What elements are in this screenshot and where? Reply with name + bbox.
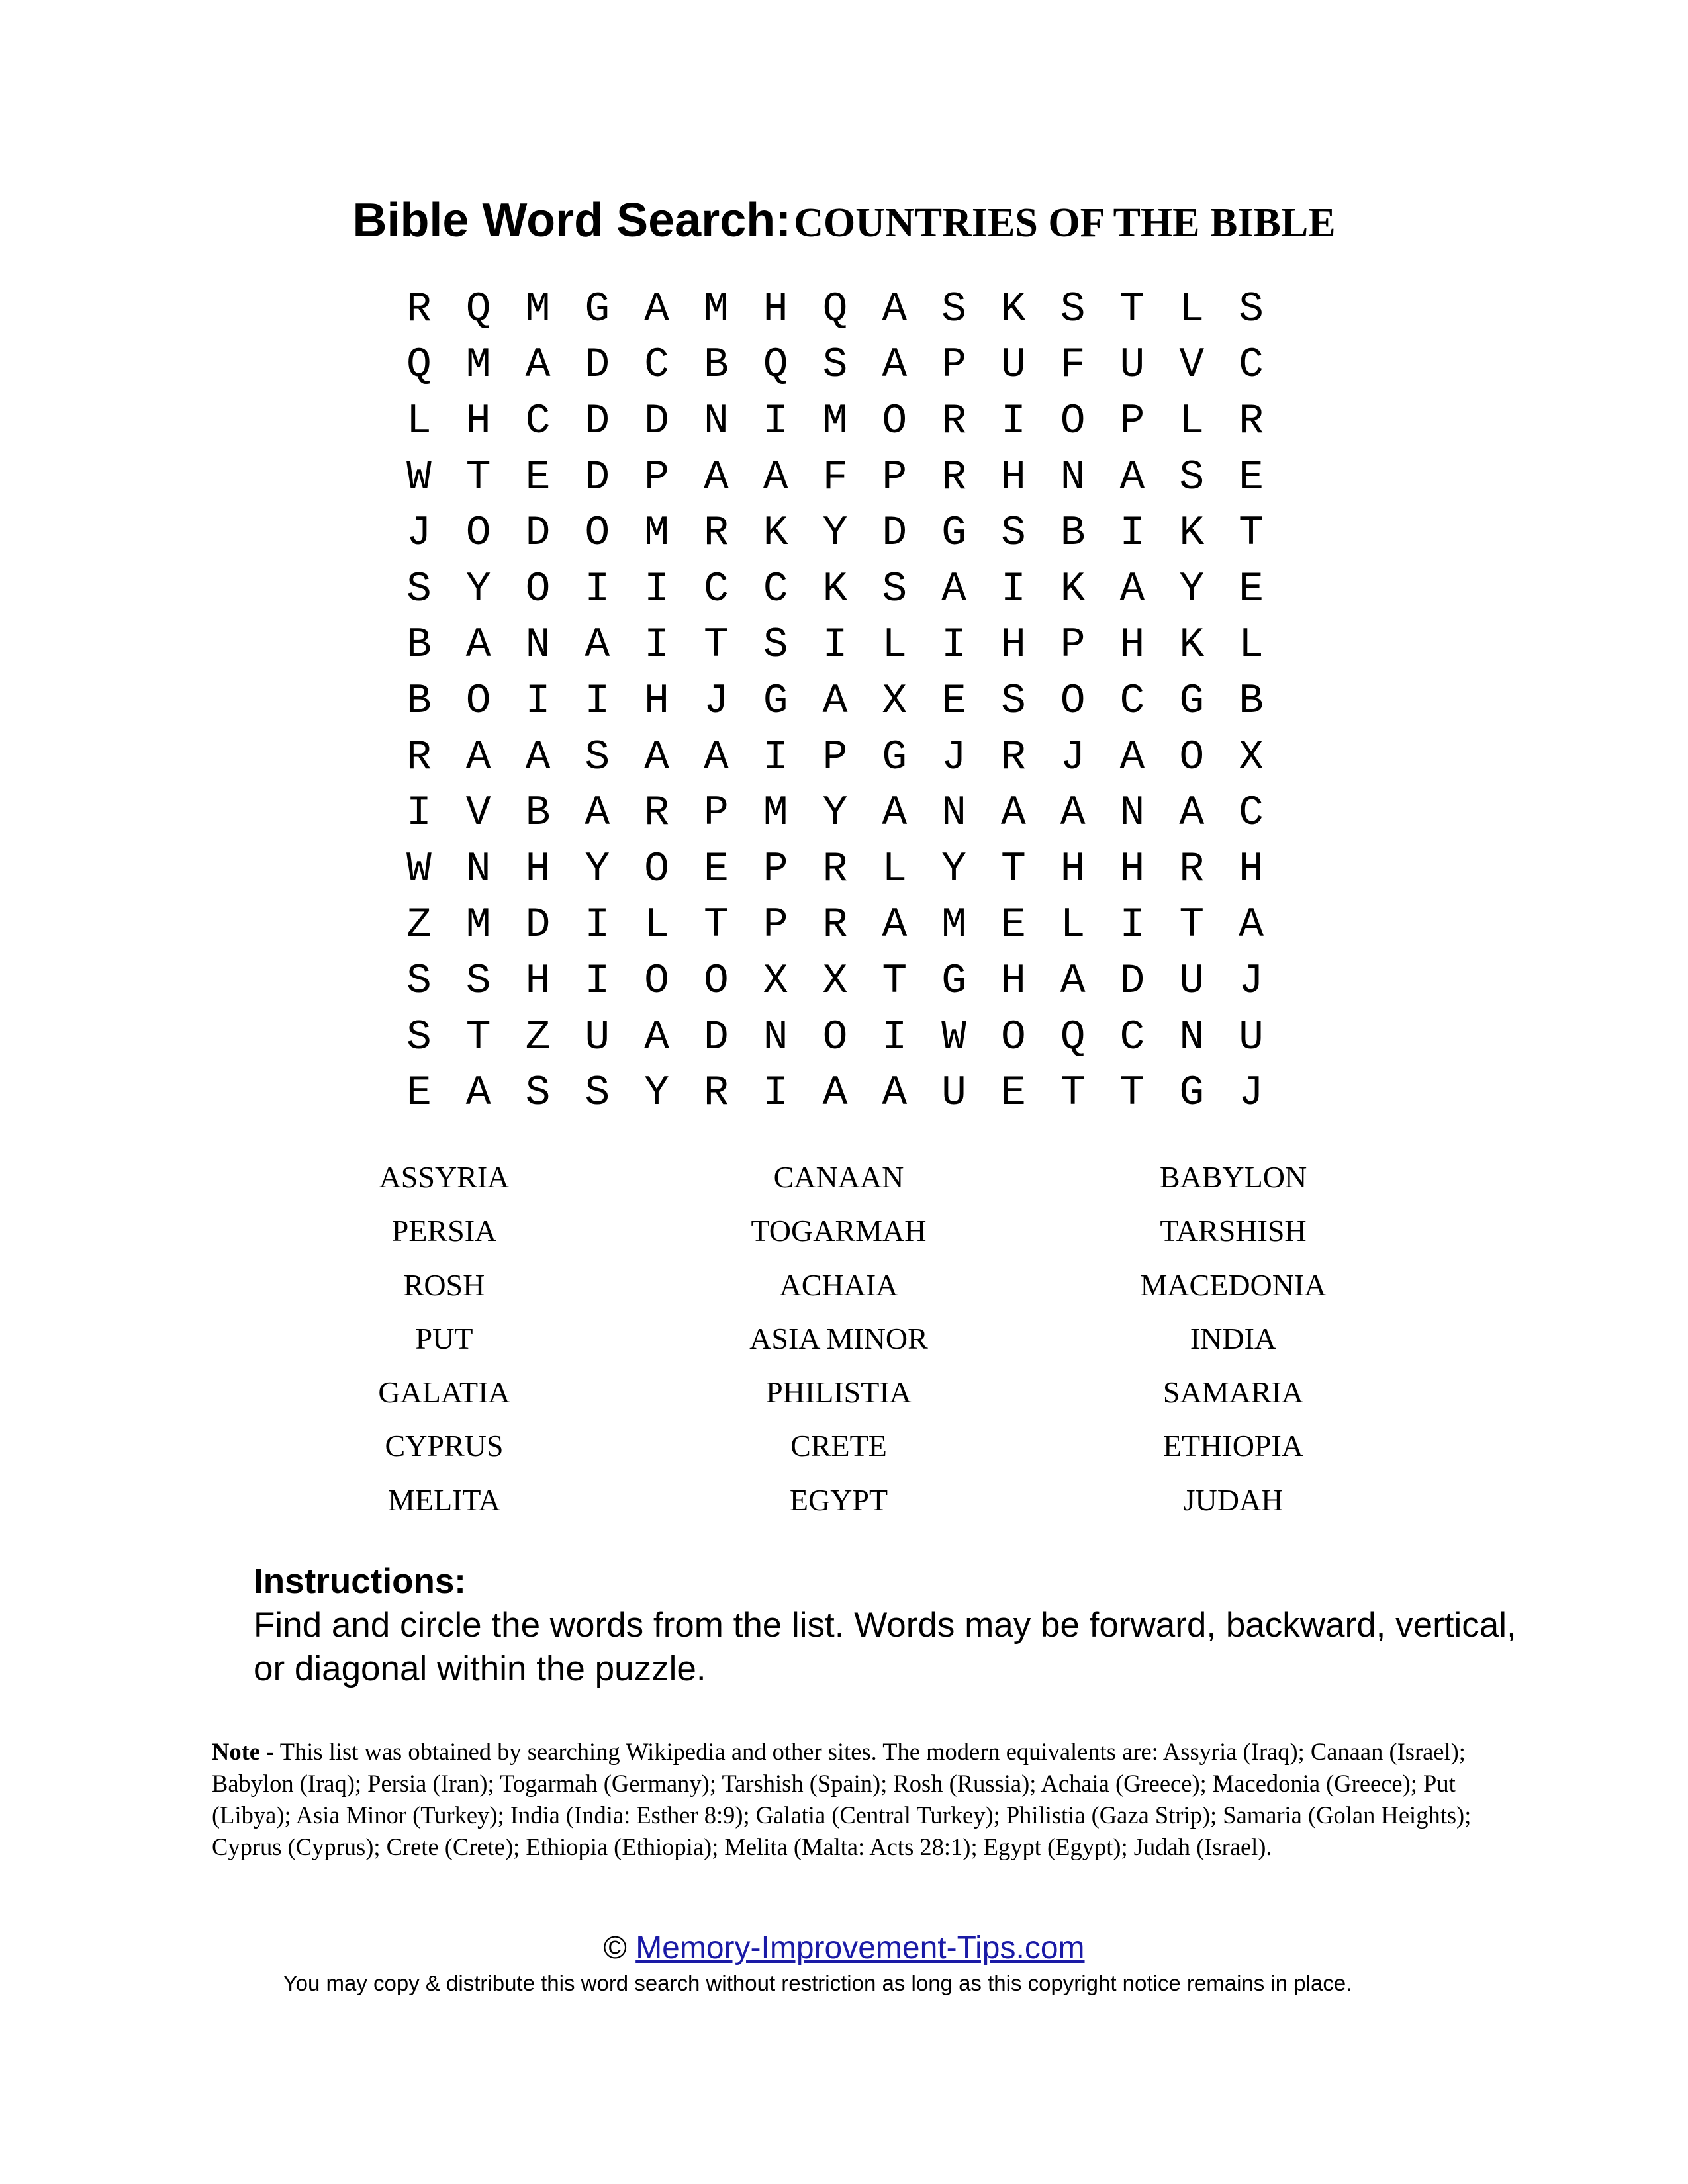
grid-row (389, 449, 1281, 506)
instructions (254, 1560, 1544, 1691)
grid-letter[interactable]: S (1000, 677, 1026, 725)
grid-letter[interactable]: H (525, 957, 551, 1005)
grid-letter[interactable]: D (585, 397, 610, 445)
grid-letter[interactable]: R (1179, 845, 1205, 893)
grid-letter[interactable]: D (882, 510, 908, 557)
grid-letter[interactable]: N (465, 845, 491, 893)
grid-letter[interactable]: M (763, 790, 788, 837)
grid-letter[interactable]: U (1000, 341, 1026, 389)
grid-letter[interactable]: Y (585, 845, 610, 893)
grid-letter[interactable]: E (525, 453, 551, 501)
grid-letter[interactable]: N (763, 1013, 788, 1061)
grid-row (389, 1009, 1281, 1066)
grid-letter[interactable]: Y (822, 510, 848, 557)
grid-letter[interactable]: L (1179, 285, 1205, 333)
grid-row (389, 897, 1281, 954)
grid-letter[interactable]: R (644, 790, 669, 837)
grid-letter[interactable]: A (882, 285, 908, 333)
grid-letter[interactable]: K (1179, 621, 1205, 669)
word-list-item: BABYLON (1159, 1160, 1307, 1194)
grid-letter[interactable]: R (406, 285, 432, 333)
grid-letter[interactable]: D (585, 341, 610, 389)
grid-letter[interactable]: M (703, 285, 729, 333)
grid-letter[interactable]: G (1179, 677, 1205, 725)
grid-letter[interactable]: Q (465, 285, 491, 333)
grid-letter[interactable]: R (822, 901, 848, 949)
grid-row (389, 673, 1281, 729)
grid-letter[interactable]: A (1239, 901, 1264, 949)
grid-letter[interactable]: I (585, 957, 610, 1005)
grid-letter[interactable]: O (465, 510, 491, 557)
grid-letter[interactable]: A (882, 790, 908, 837)
grid-letter[interactable]: S (465, 957, 491, 1005)
grid-letter[interactable]: I (406, 790, 432, 837)
website-link[interactable]: Memory-Improvement-Tips.com (635, 1931, 1085, 1966)
grid-letter[interactable]: T (1000, 845, 1026, 893)
grid-letter[interactable]: S (1000, 510, 1026, 557)
grid-letter[interactable]: A (465, 733, 491, 781)
grid-letter[interactable]: T (1119, 285, 1145, 333)
grid-letter[interactable]: I (585, 677, 610, 725)
grid-letter[interactable]: O (822, 1013, 848, 1061)
word-list-row (0, 1312, 1688, 1365)
word-list-item: CANAAN (773, 1160, 904, 1194)
grid-letter[interactable]: X (882, 677, 908, 725)
grid-letter[interactable]: A (703, 733, 729, 781)
grid-letter[interactable]: A (644, 285, 669, 333)
grid-letter[interactable]: T (1239, 510, 1264, 557)
word-list-item: GALATIA (378, 1375, 510, 1410)
grid-letter[interactable]: S (941, 285, 966, 333)
grid-row (389, 281, 1281, 338)
grid-letter[interactable]: Y (644, 1069, 669, 1117)
note-text: This list was obtained by searching Wikipedia and other sites. The modern equivalents are: Assyria (Iraq); Canaan (Israel); Babylon (Iraq); Persia (Iran); Togarmah (Germany); Tarshish (Spain); Rosh (Russia); Achaia (Greece); Macedonia (Greece); Put (Libya); Asia Minor (Turkey); India (India: Esther 8:9); Galatia (Central Turkey); Philistia (Gaza Strip); Samaria (Golan Heights); Cyprus (Cyprus); Crete (Crete); Ethiopia (Ethiopia); Melita (Malta: Acts 28:1); Egypt (Egypt); Judah (Israel). (212, 1738, 1472, 1860)
grid-letter[interactable]: C (1239, 790, 1264, 837)
grid-letter[interactable]: N (941, 790, 966, 837)
grid-letter[interactable]: I (644, 621, 669, 669)
grid-letter[interactable]: X (1239, 733, 1264, 781)
grid-letter[interactable]: N (1060, 453, 1086, 501)
grid-letter[interactable]: E (1000, 901, 1026, 949)
grid-letter[interactable]: T (882, 957, 908, 1005)
grid-letter[interactable]: S (406, 1013, 432, 1061)
word-list-row (0, 1419, 1688, 1473)
grid-letter[interactable]: N (1119, 790, 1145, 837)
grid-letter[interactable]: H (1000, 957, 1026, 1005)
word-list-item: ASSYRIA (379, 1160, 510, 1194)
word-list-item: CYPRUS (385, 1429, 504, 1463)
grid-letter[interactable]: K (1000, 285, 1026, 333)
grid-letter[interactable]: I (1000, 397, 1026, 445)
grid-letter[interactable]: C (525, 397, 551, 445)
grid-letter[interactable]: M (465, 901, 491, 949)
grid-letter[interactable]: H (1119, 845, 1145, 893)
grid-letter[interactable]: Q (822, 285, 848, 333)
grid-letter[interactable]: O (585, 510, 610, 557)
grid-letter[interactable]: A (941, 565, 966, 613)
grid-letter[interactable]: T (1060, 1069, 1086, 1117)
grid-letter[interactable]: P (941, 341, 966, 389)
grid-letter[interactable]: E (1239, 453, 1264, 501)
word-list-item: ACHAIA (779, 1267, 898, 1302)
grid-letter[interactable]: N (1179, 1013, 1205, 1061)
grid-letter[interactable]: O (882, 397, 908, 445)
instructions-heading: Instructions: (254, 1562, 466, 1601)
grid-letter[interactable]: H (465, 397, 491, 445)
grid-letter[interactable]: W (941, 1013, 966, 1061)
grid-letter[interactable]: A (644, 733, 669, 781)
grid-letter[interactable]: O (1060, 677, 1086, 725)
title-main: Bible Word Search: (352, 194, 792, 247)
grid-letter[interactable]: M (941, 901, 966, 949)
grid-letter[interactable]: H (1239, 845, 1264, 893)
grid-letter[interactable]: L (882, 845, 908, 893)
grid-letter[interactable]: L (1239, 621, 1264, 669)
grid-letter[interactable]: T (703, 901, 729, 949)
grid-letter[interactable]: B (406, 677, 432, 725)
grid-letter[interactable]: U (1119, 341, 1145, 389)
grid-letter[interactable]: Q (406, 341, 432, 389)
grid-letter[interactable]: H (1000, 621, 1026, 669)
grid-letter[interactable]: M (525, 285, 551, 333)
grid-letter[interactable]: O (465, 677, 491, 725)
license-notice: You may copy & distribute this word search without restriction as long as this copyright notice remains in place. (283, 1971, 1352, 1995)
note (212, 1736, 1483, 1863)
grid-letter[interactable]: O (703, 957, 729, 1005)
copyright-line (0, 1927, 1688, 1970)
grid-letter[interactable]: X (763, 957, 788, 1005)
grid-letter[interactable]: A (1060, 790, 1086, 837)
word-list-item: CRETE (790, 1429, 887, 1463)
grid-letter[interactable]: Q (1060, 1013, 1086, 1061)
grid-letter[interactable]: S (1060, 285, 1086, 333)
grid-letter[interactable]: R (703, 1069, 729, 1117)
word-list-row (0, 1473, 1688, 1527)
word-list (0, 1150, 1688, 1527)
page-title (0, 193, 1688, 248)
word-list-row (0, 1258, 1688, 1312)
grid-letter[interactable]: I (1119, 901, 1145, 949)
grid-letter[interactable]: A (465, 1069, 491, 1117)
grid-letter[interactable]: A (822, 677, 848, 725)
grid-letter[interactable]: K (1179, 510, 1205, 557)
grid-letter[interactable]: N (703, 397, 729, 445)
grid-letter[interactable]: A (822, 1069, 848, 1117)
grid-letter[interactable]: A (1119, 733, 1145, 781)
grid-letter[interactable]: M (644, 510, 669, 557)
word-list-item: JUDAH (1183, 1482, 1284, 1517)
grid-letter[interactable]: A (1119, 565, 1145, 613)
grid-letter[interactable]: H (763, 285, 788, 333)
grid-letter[interactable]: S (585, 1069, 610, 1117)
word-list-item: INDIA (1190, 1321, 1277, 1355)
grid-letter[interactable]: I (1119, 510, 1145, 557)
word-list-item: TOGARMAH (751, 1214, 927, 1248)
grid-letter[interactable]: O (644, 957, 669, 1005)
grid-letter[interactable]: S (1239, 285, 1264, 333)
grid-letter[interactable]: D (644, 397, 669, 445)
word-list-item: SAMARIA (1162, 1375, 1304, 1410)
grid-row (389, 841, 1281, 897)
instructions-body: Find and circle the words from the list. Words may be forward, backward, vertical, or diagonal within the puzzle. (254, 1606, 1517, 1688)
grid-letter[interactable]: R (822, 845, 848, 893)
grid-letter[interactable]: R (941, 453, 966, 501)
grid-letter[interactable]: P (882, 453, 908, 501)
grid-letter[interactable]: S (406, 565, 432, 613)
grid-letter[interactable]: J (1060, 733, 1086, 781)
grid-letter[interactable]: I (822, 621, 848, 669)
grid-letter[interactable]: P (1060, 621, 1086, 669)
grid-letter[interactable]: U (941, 1069, 966, 1117)
grid-letter[interactable]: D (585, 453, 610, 501)
grid-letter[interactable]: D (1119, 957, 1145, 1005)
grid-letter[interactable]: O (525, 565, 551, 613)
grid-letter[interactable]: A (644, 1013, 669, 1061)
grid-letter[interactable]: L (882, 621, 908, 669)
grid-letter[interactable]: A (1119, 453, 1145, 501)
grid-letter[interactable]: I (585, 901, 610, 949)
grid-letter[interactable]: L (644, 901, 669, 949)
grid-letter[interactable]: A (703, 453, 729, 501)
grid-letter[interactable]: H (1060, 845, 1086, 893)
grid-letter[interactable]: R (406, 733, 432, 781)
grid-letter[interactable]: J (941, 733, 966, 781)
grid-letter[interactable]: A (763, 453, 788, 501)
word-list-item: TARSHISH (1160, 1214, 1307, 1248)
grid-letter[interactable]: C (644, 341, 669, 389)
word-list-row (0, 1365, 1688, 1419)
grid-row (389, 561, 1281, 617)
grid-letter[interactable]: I (941, 621, 966, 669)
grid-letter[interactable]: J (703, 677, 729, 725)
grid-letter[interactable]: C (703, 565, 729, 613)
grid-letter[interactable]: F (1060, 341, 1086, 389)
word-list-item: PHILISTIA (766, 1375, 912, 1410)
grid-letter[interactable]: E (703, 845, 729, 893)
grid-letter[interactable]: C (1119, 677, 1145, 725)
grid-letter[interactable]: F (822, 453, 848, 501)
grid-letter[interactable]: E (406, 1069, 432, 1117)
grid-letter[interactable]: B (1239, 677, 1264, 725)
grid-letter[interactable]: A (465, 621, 491, 669)
word-list-item: ETHIOPIA (1162, 1429, 1304, 1463)
grid-letter[interactable]: G (882, 733, 908, 781)
grid-letter[interactable]: D (703, 1013, 729, 1061)
grid-letter[interactable]: J (1239, 1069, 1264, 1117)
grid-letter[interactable]: P (763, 845, 788, 893)
grid-letter[interactable]: I (1000, 565, 1026, 613)
grid-letter[interactable]: B (1060, 510, 1086, 557)
grid-letter[interactable]: J (406, 510, 432, 557)
grid-row (389, 1065, 1281, 1121)
word-list-item: ROSH (403, 1267, 485, 1302)
grid-letter[interactable]: E (941, 677, 966, 725)
grid-letter[interactable]: Y (822, 790, 848, 837)
grid-letter[interactable]: Y (1179, 565, 1205, 613)
word-list-item: PUT (415, 1321, 473, 1355)
grid-letter[interactable]: S (585, 733, 610, 781)
grid-letter[interactable]: P (763, 901, 788, 949)
grid-letter[interactable]: L (406, 397, 432, 445)
grid-letter[interactable]: D (525, 901, 551, 949)
grid-letter[interactable]: L (1179, 397, 1205, 445)
grid-letter[interactable]: I (763, 397, 788, 445)
grid-letter[interactable]: G (941, 957, 966, 1005)
word-list-item: PERSIA (391, 1214, 497, 1248)
grid-letter[interactable]: S (822, 341, 848, 389)
grid-letter[interactable]: Z (525, 1013, 551, 1061)
grid-letter[interactable]: K (763, 510, 788, 557)
grid-letter[interactable]: I (525, 677, 551, 725)
grid-letter[interactable]: A (585, 790, 610, 837)
grid-letter[interactable]: O (1000, 1013, 1026, 1061)
grid-letter[interactable]: P (1119, 397, 1145, 445)
grid-letter[interactable]: V (1179, 341, 1205, 389)
grid-letter[interactable]: Y (465, 565, 491, 613)
grid-letter[interactable]: Q (763, 341, 788, 389)
grid-letter[interactable]: L (1060, 901, 1086, 949)
grid-letter[interactable]: P (822, 733, 848, 781)
grid-letter[interactable]: M (465, 341, 491, 389)
grid-letter[interactable]: E (1000, 1069, 1026, 1117)
grid-letter[interactable]: S (406, 957, 432, 1005)
grid-letter[interactable]: R (703, 510, 729, 557)
grid-letter[interactable]: U (1179, 957, 1205, 1005)
grid-letter[interactable]: A (1000, 790, 1026, 837)
copyright-symbol: © (603, 1931, 627, 1966)
grid-letter[interactable]: S (763, 621, 788, 669)
grid-letter[interactable]: A (1179, 790, 1205, 837)
grid-letter[interactable]: W (406, 845, 432, 893)
grid-row (389, 785, 1281, 841)
title-subtitle: COUNTRIES OF THE BIBLE (794, 201, 1336, 246)
grid-letter[interactable]: G (763, 677, 788, 725)
grid-letter[interactable]: I (644, 565, 669, 613)
grid-letter[interactable]: C (1119, 1013, 1145, 1061)
grid-letter[interactable]: R (1239, 397, 1264, 445)
grid-letter[interactable]: H (525, 845, 551, 893)
grid-letter[interactable]: P (703, 790, 729, 837)
grid-letter[interactable]: A (585, 621, 610, 669)
grid-letter[interactable]: G (1179, 1069, 1205, 1117)
word-list-item: ASIA MINOR (749, 1321, 928, 1355)
grid-letter[interactable]: I (585, 565, 610, 613)
grid-letter[interactable]: O (1060, 397, 1086, 445)
grid-letter[interactable]: T (703, 621, 729, 669)
grid-letter[interactable]: K (822, 565, 848, 613)
grid-letter[interactable]: Z (406, 901, 432, 949)
grid-letter[interactable]: T (465, 453, 491, 501)
grid-letter[interactable]: G (585, 285, 610, 333)
grid-letter[interactable]: B (525, 790, 551, 837)
grid-letter[interactable]: A (1060, 957, 1086, 1005)
grid-letter[interactable]: U (585, 1013, 610, 1061)
letter-grid (389, 281, 1281, 1121)
grid-letter[interactable]: R (1000, 733, 1026, 781)
grid-letter[interactable]: I (763, 1069, 788, 1117)
grid-letter[interactable]: A (882, 901, 908, 949)
grid-letter[interactable]: S (525, 1069, 551, 1117)
grid-letter[interactable]: G (941, 510, 966, 557)
grid-letter[interactable]: T (1119, 1069, 1145, 1117)
note-label: Note - (212, 1738, 275, 1765)
grid-letter[interactable]: U (1239, 1013, 1264, 1061)
grid-row (389, 338, 1281, 394)
grid-letter[interactable]: X (822, 957, 848, 1005)
grid-letter[interactable]: A (882, 1069, 908, 1117)
grid-letter[interactable]: I (763, 733, 788, 781)
grid-row (389, 953, 1281, 1009)
grid-letter[interactable]: H (644, 677, 669, 725)
grid-letter[interactable]: C (763, 565, 788, 613)
grid-letter[interactable]: C (1239, 341, 1264, 389)
grid-letter[interactable]: T (1179, 901, 1205, 949)
word-list-item: MACEDONIA (1140, 1267, 1327, 1302)
grid-letter[interactable]: N (525, 621, 551, 669)
grid-letter[interactable]: B (406, 621, 432, 669)
word-list-row (0, 1204, 1688, 1257)
grid-letter[interactable]: A (525, 733, 551, 781)
grid-letter[interactable]: B (703, 341, 729, 389)
word-list-item: MELITA (387, 1482, 501, 1517)
grid-row (389, 729, 1281, 786)
grid-letter[interactable]: J (1239, 957, 1264, 1005)
grid-row (389, 505, 1281, 561)
grid-letter[interactable]: R (941, 397, 966, 445)
grid-letter[interactable]: A (882, 341, 908, 389)
grid-letter[interactable]: D (525, 510, 551, 557)
grid-letter[interactable]: K (1060, 565, 1086, 613)
grid-letter[interactable]: M (822, 397, 848, 445)
grid-letter[interactable]: S (882, 565, 908, 613)
grid-row (389, 617, 1281, 674)
grid-letter[interactable]: O (1179, 733, 1205, 781)
grid-letter[interactable]: I (882, 1013, 908, 1061)
grid-letter[interactable]: O (644, 845, 669, 893)
grid-letter[interactable]: Y (941, 845, 966, 893)
grid-letter[interactable]: H (1119, 621, 1145, 669)
grid-letter[interactable]: E (1239, 565, 1264, 613)
word-list-item: EGYPT (789, 1482, 888, 1517)
grid-letter[interactable]: W (406, 453, 432, 501)
grid-letter[interactable]: S (1179, 453, 1205, 501)
grid-letter[interactable]: V (465, 790, 491, 837)
word-list-row (0, 1150, 1688, 1204)
grid-letter[interactable]: T (465, 1013, 491, 1061)
grid-letter[interactable]: H (1000, 453, 1026, 501)
grid-letter[interactable]: A (525, 341, 551, 389)
grid-letter[interactable]: P (644, 453, 669, 501)
grid-row (389, 393, 1281, 449)
